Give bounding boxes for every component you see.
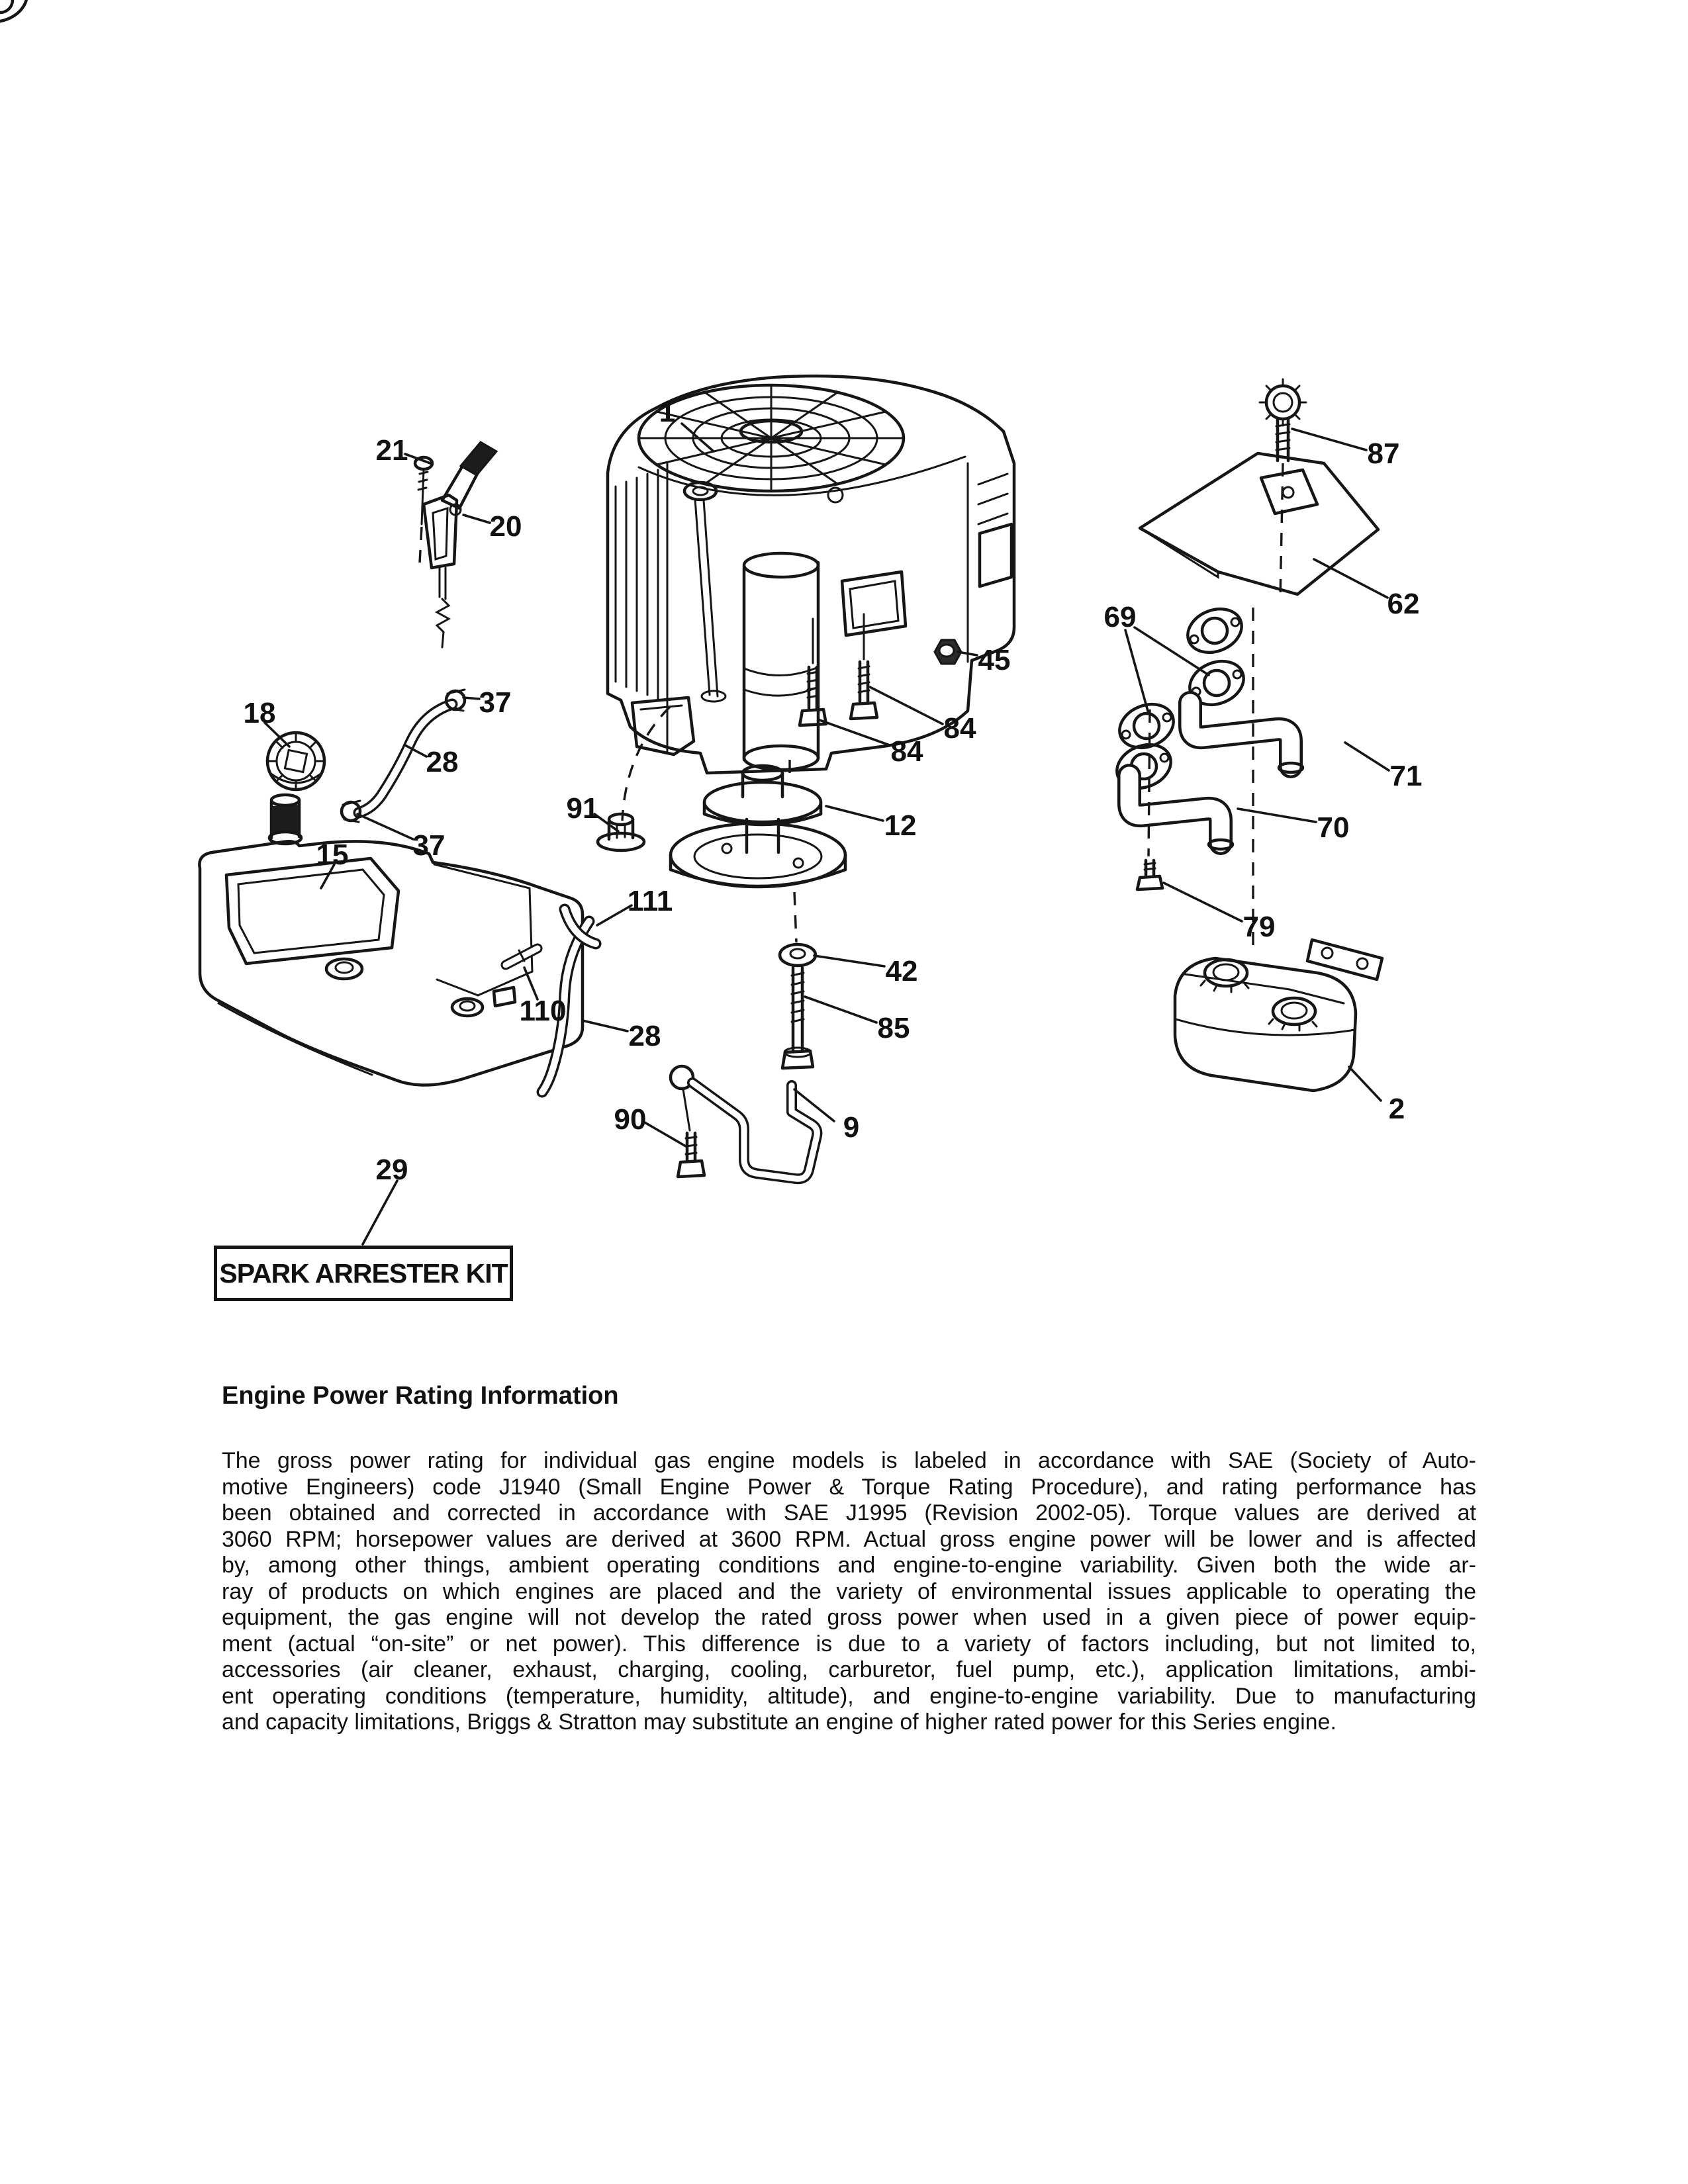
spark-arrester-kit-label: SPARK ARRESTER KIT	[219, 1257, 508, 1289]
paragraph-line: ray of products on which engines are placed and the variety of environmental issues applicable to operating the	[222, 1578, 1476, 1604]
callout-37: 37	[479, 686, 512, 719]
throttle-control-drawing	[415, 442, 496, 647]
callout-12: 12	[884, 809, 917, 842]
spark-arrester-kit-box	[214, 1246, 513, 1301]
heat-shield-drawing	[1140, 379, 1378, 594]
callout-37b: 37	[412, 829, 445, 862]
callout-2: 2	[1388, 1093, 1405, 1125]
paragraph-line: motive Engineers) code J1940 (Small Engine Power & Torque Rating Procedure), and rating performance has	[222, 1474, 1476, 1500]
callout-21: 21	[375, 434, 408, 467]
paragraph-line: ent operating conditions (temperature, humidity, altitude), and engine-to-engine variability. Due to manufacturing	[222, 1683, 1476, 1709]
callout-85: 85	[877, 1012, 910, 1044]
callout-70: 70	[1317, 811, 1350, 844]
callout-28b: 28	[628, 1020, 661, 1052]
exhaust-pipes-drawing	[1129, 703, 1303, 889]
callout-84: 84	[890, 735, 923, 768]
paragraph-line: and capacity limitations, Briggs & Stratton may substitute an engine of higher rated power for this Series engine.	[222, 1709, 1336, 1735]
callout-87: 87	[1367, 437, 1400, 470]
callout-15: 15	[316, 839, 349, 871]
callout-labels	[244, 396, 1423, 1186]
engine-power-rating-paragraph	[222, 1448, 1476, 1736]
callout-18: 18	[243, 697, 276, 729]
callout-69: 69	[1103, 601, 1137, 633]
paragraph-line: by, among other things, ambient operating conditions and engine-to-engine variability. Given both the wide ar-	[222, 1553, 1476, 1578]
section-heading: Engine Power Rating Information	[222, 1382, 619, 1410]
callout-91: 91	[566, 792, 599, 825]
paragraph-line: accessories (air cleaner, exhaust, charging, cooling, carburetor, fuel pump, etc.), application limitations, ambi-	[222, 1657, 1476, 1682]
paragraph-line: The gross power rating for individual gas engine models is labeled in accordance with SAE (Society of Auto-	[222, 1448, 1476, 1473]
paragraph-line: equipment, the gas engine will not develop the rated gross power when used in a given piece of power equip-	[222, 1605, 1476, 1630]
callout-20: 20	[489, 510, 522, 543]
callout-84b: 84	[943, 712, 976, 745]
callout-111: 111	[627, 885, 673, 917]
exhaust-gaskets-drawing	[0, 0, 1250, 796]
callout-79: 79	[1243, 911, 1276, 943]
paragraph-line: been obtained and corrected in accordance with SAE J1995 (Revision 2002-05). Torque values are derived at	[222, 1500, 1476, 1525]
callout-90: 90	[614, 1103, 647, 1136]
callout-42: 42	[885, 955, 918, 987]
pulley-drawing	[671, 766, 845, 1068]
callout-1: 1	[659, 396, 676, 428]
paragraph-line: ment (actual “on-site” or net power). This difference is due to a variety of factors including, but not limited to,	[222, 1631, 1476, 1657]
callout-45: 45	[978, 644, 1011, 676]
support-rod-drawing	[671, 1066, 817, 1179]
callout-62: 62	[1387, 588, 1420, 620]
callout-28: 28	[426, 746, 459, 778]
callout-71: 71	[1389, 760, 1423, 792]
callout-9: 9	[843, 1111, 860, 1144]
callout-110: 110	[519, 995, 567, 1027]
paragraph-line: 3060 RPM; horsepower values are derived at 3600 RPM. Actual gross engine power will be lower and is affected	[222, 1526, 1476, 1552]
bushing-drawing	[598, 814, 644, 850]
callout-29: 29	[375, 1154, 408, 1186]
